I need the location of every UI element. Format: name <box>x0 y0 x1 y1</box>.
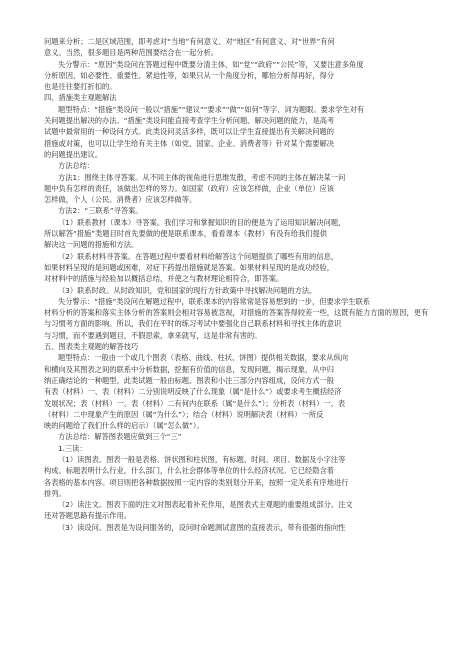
text-line: 也是往往要打折扣的。 <box>44 82 117 92</box>
text-line: （材料）二中现象产生的原因（属“为什么”）；结合（材料）说明解决表（材料）一所反 <box>44 409 324 419</box>
text-line: 题型特点：一般由一个或几个图表（表格、曲线、柱状、饼图）提供相关数据，要求从纵向 <box>58 353 349 363</box>
section-heading: 四、措施类主观题解法 <box>44 93 117 103</box>
text-line: 映的问题给了我们什么样的启示）（属“怎么做”）。 <box>44 421 204 431</box>
text-line: 方法2：“三联系”寻答案。 <box>58 206 143 216</box>
text-line: （3）联系时政。从时政知识，党和国家的现行方针政策中寻找解决问题的方法。 <box>58 285 317 295</box>
text-line: 还对答题思路有提示作用。 <box>44 511 132 521</box>
text-line: 各表格的基本内容。项目则把各种数据按照一定内容的类别划分开来，按照一定关系有序地进行 <box>44 477 349 487</box>
text-line: 如果材料呈现的是问题或困难，对症下药提出措施就是答案。如果材料呈现的是成功经验， <box>44 262 335 272</box>
text-line: 方法总结： <box>58 161 95 171</box>
section-heading: 五、图表类主观题的解答技巧 <box>44 342 139 352</box>
text-line: 有表（材料）一、表（材料）二分别说明反映了什么现象（属“是什么”）或要求考生概括经济 <box>44 387 342 397</box>
text-line: （1）读图表。图表一般是表格、饼状图和柱状图，有标题、时间、项目、数据及小字注等 <box>58 454 346 464</box>
text-line: 排列。 <box>44 488 66 498</box>
text-line: 的问题提出建议。 <box>44 149 103 159</box>
text-line: 发展状况；表（材料）一、表（材料）二有何内在联系（属“是什么”）；分析表（材料）一、表 <box>44 398 346 408</box>
text-line: 1.三读： <box>58 443 87 453</box>
text-line: 失分警示：“措施”类设问在解题过程中，联系课本的内容常常是容易想到的一步，但要求学生联系 <box>58 296 371 306</box>
text-line: 措施或对策，也可以让学生给有关主体（如党、国家、企业、消费者等）针对某个需要解决 <box>44 138 335 148</box>
text-line: 方法总结：解答图表题应做到三个“三” <box>58 432 182 442</box>
text-line: 对材料中的措施与经验加以概括总结，并使之与教材理论相符合，即答案。 <box>44 274 284 284</box>
text-line: 分析原因，如必要性、重要性、紧迫性等，如果只从一个角度分析，哪怕分析得再好，得分 <box>44 70 335 80</box>
text-line: 与习惯考方面的影响。所以，我们在平时的练习考试中要强化自己联系材料和寻找主体的意识 <box>44 319 342 329</box>
text-line: 题型特点：“措施”类设问一般以“措施”“建议”“要求”“做”“如何”等字、词为题眼。要求学生对有 <box>58 104 365 114</box>
text-line: （2）读注文。图表下面的注文对图表起着补充作用，是图表式主观题的重要组成部分。注文 <box>58 500 353 510</box>
text-line: 意义。当然，很多题目是两种范围要结合在一起分析。 <box>44 48 219 58</box>
text-line: 和横向及其图表之间的联系中分析数据，挖掘有价值的信息，发现问题，揭示现象，从中归 <box>44 364 335 374</box>
text-line: 题中负有怎样的责任，该做出怎样的努力。如国家（政府）应该怎样做，企业（单位）应该 <box>44 183 335 193</box>
document-page <box>44 36 436 533</box>
text-line: 怎样做，个人（公民、消费者）应该怎样做等。 <box>44 195 197 205</box>
text-line: （1）联系教材（课本）寻答案。我们学习和掌握知识的目的便是为了运用知识解决问题， <box>58 217 346 227</box>
text-line: 失分警示：“原因”类设问在答题过程中既要分清主体，如“党”“政府”“公民”等，又要注意多角度 <box>58 59 364 69</box>
text-line: 问题来分析；二是区域范围，即考虑对“当地”有何意义、对“地区”有何意义、对“世界”有何 <box>44 37 335 46</box>
text-line: 纳正确结论的一种题型。此类试题一般由标题、图表和小注三部分内容组成，设问方式一般 <box>44 375 335 385</box>
text-line: （3）读设问。图表是为设问服务的，设问时命题测试意图的直接表示，带有很强的指向性 <box>58 522 346 532</box>
text-line: 关问题提出解决的办法。“措施”类设问能直接考查学生分析问题、解决问题的能力，是高考 <box>44 116 335 126</box>
text-line: 与习惯，而不要遇到题目，不假思索，拿来就写，这是非常有害的。 <box>44 330 262 340</box>
text-line: 方法1：围绕主体寻答案。从不同主体的视角进行思维发散，考虑不同的主体在解决某一问 <box>58 172 346 182</box>
text-line: 试题中最常用的一种设问方式。此类设问灵活多样，既可以让学生直接提出有关解决问题的 <box>44 127 335 137</box>
text-line: 材料分析的答案和落实主体分析的答案则会相对容易被忽视，对措施的答案答得较差一些，这既有能力方面的原因，更有 <box>44 308 429 318</box>
text-line: （2）联系材料寻答案。在答题过程中要看材料给解答这个问题提供了哪些有用的信息， <box>58 251 339 261</box>
text-line: 所以解答“措施”类题目时首先要做的便是联系课本，看看课本（教材）有没有给我们提供 <box>44 229 328 239</box>
text-line: 构成。标题表明什么行业，什么部门，什么社会群体等单位的什么经济状况。它已经隐含着 <box>44 466 335 476</box>
text-line: 解决这一问题的措施和方法。 <box>44 240 139 250</box>
